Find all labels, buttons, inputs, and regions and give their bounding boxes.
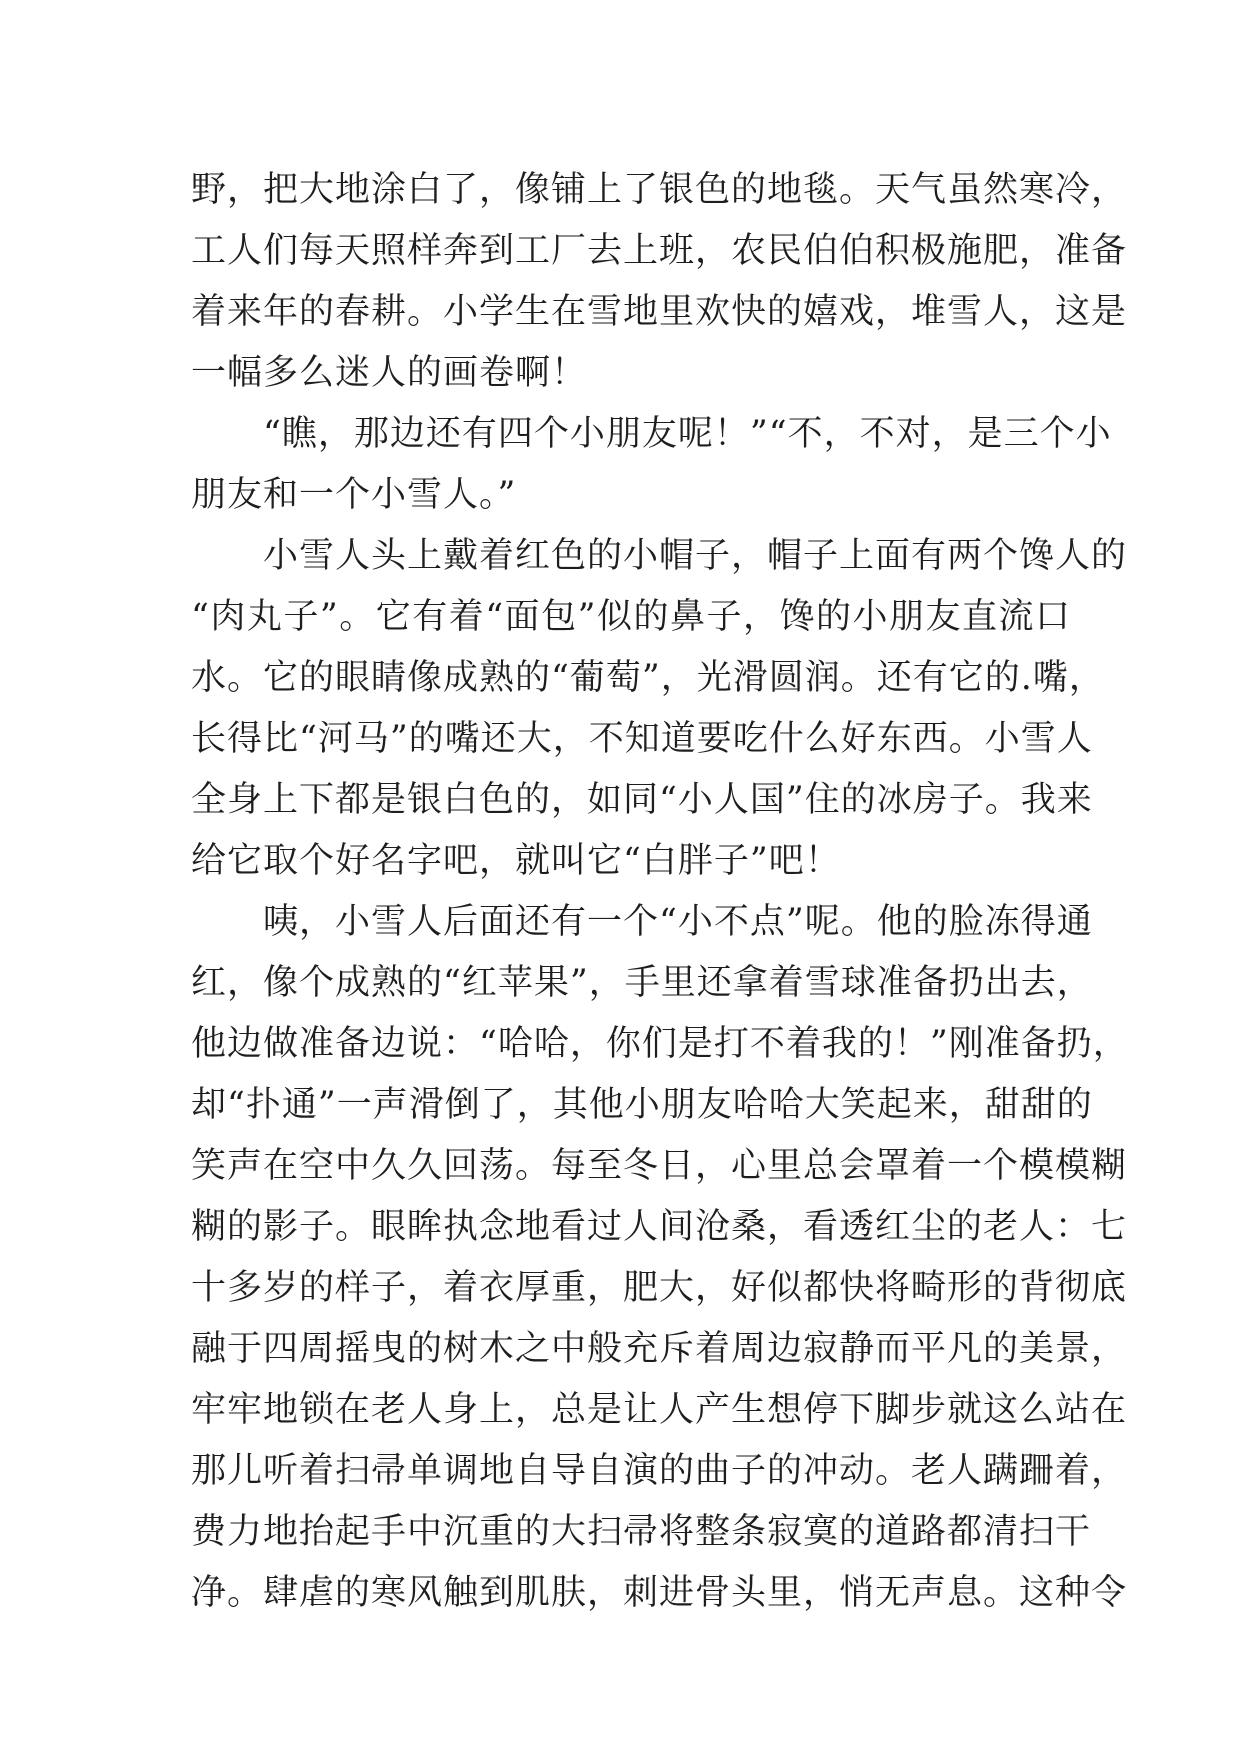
text-line: 却“扑通”一声滑倒了，其他小朋友哈哈大笑起来，甜甜的 [191, 1085, 1093, 1125]
text-line: 牢牢地锁在老人身上，总是让人产生想停下脚步就这么站在 [191, 1390, 1128, 1430]
text-line: “瞧，那边还有四个小朋友呢！”“不，不对，是三个小 [191, 414, 1112, 454]
paragraph-1 [191, 160, 1128, 404]
paragraph-4 [191, 892, 1129, 1624]
text-line: 给它取个好名字吧，就叫它“白胖子”吧！ [191, 841, 841, 881]
text-line: “肉丸子”。它有着“面包”似的鼻子，馋的小朋友直流口 [191, 597, 1071, 637]
text-line: 十多岁的样子，着衣厚重，肥大，好似都快将畸形的背彻底 [191, 1268, 1128, 1308]
text-line: 净。肆虐的寒风触到肌肤，刺进骨头里，悄无声息。这种令 [191, 1573, 1128, 1613]
text-line: 融于四周摇曳的树木之中般充斥着周边寂静而平凡的美景， [191, 1329, 1128, 1369]
text-line: 朋友和一个小雪人。” [191, 475, 517, 515]
text-line: 红，像个成熟的“红苹果”，手里还拿着雪球准备扔出去， [191, 963, 1093, 1003]
text-line: 一幅多么迷人的画卷啊！ [191, 353, 588, 393]
body-text [191, 160, 1129, 1624]
text-line: 全身上下都是银白色的，如同“小人国”住的冰房子。我来 [191, 780, 1093, 820]
text-line: 费力地抬起手中沉重的大扫帚将整条寂寞的道路都清扫干 [191, 1512, 1092, 1552]
text-line: 野，把大地涂白了，像铺上了银色的地毯。天气虽然寒冷， [191, 170, 1128, 210]
paragraph-2 [191, 404, 1112, 526]
text-line: 长得比“河马”的嘴还大，不知道要吃什么好东西。小雪人 [191, 719, 1093, 759]
text-line: 小雪人头上戴着红色的小帽子，帽子上面有两个馋人的 [191, 536, 1128, 576]
paragraph-3 [191, 526, 1128, 892]
text-line: 他边做准备边说：“哈哈，你们是打不着我的！”刚准备扔， [191, 1024, 1129, 1064]
text-line: 咦，小雪人后面还有一个“小不点”呢。他的脸冻得通 [191, 902, 1093, 942]
text-line: 那儿听着扫帚单调地自导自演的曲子的冲动。老人蹒跚着， [191, 1451, 1128, 1491]
text-line: 工人们每天照样奔到工厂去上班，农民伯伯积极施肥，准备 [191, 231, 1128, 271]
text-line: 着来年的春耕。小学生在雪地里欢快的嬉戏，堆雪人，这是 [191, 292, 1128, 332]
text-line: 糊的影子。眼眸执念地看过人间沧桑，看透红尘的老人：七 [191, 1207, 1128, 1247]
text-line: 水。它的眼睛像成熟的“葡萄”，光滑圆润。还有它的.嘴， [191, 658, 1105, 698]
text-line: 笑声在空中久久回荡。每至冬日，心里总会罩着一个模模糊 [191, 1146, 1128, 1186]
